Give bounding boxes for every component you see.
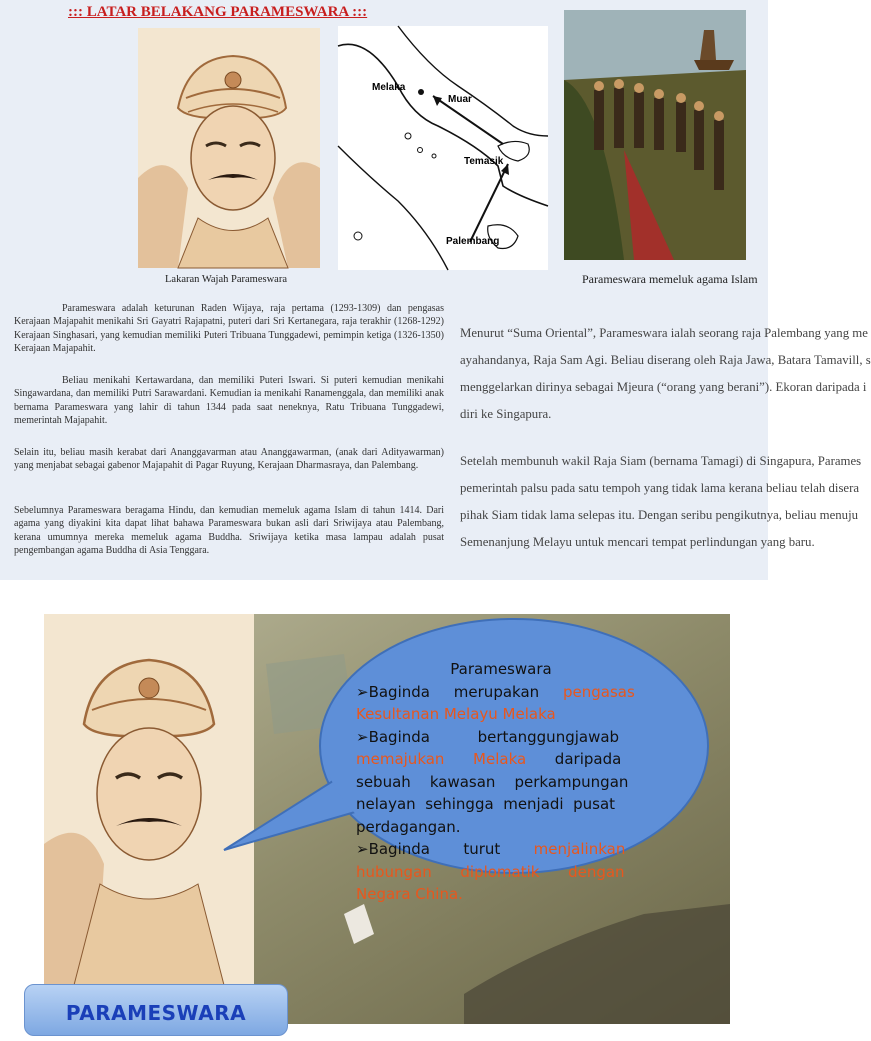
text-line: ayahandanya, Raja Sam Agi. Beliau diserang oleh Raja Jawa, Batara Tamavill, s (460, 353, 871, 367)
text-line: pihak Siam tidak lama selepas itu. Dengan seribu pengikutnya, beliau menuju (460, 508, 859, 522)
bullet-responsible: ➢Baginda bertanggungjawab (356, 727, 620, 746)
suma-oriental-paragraph (460, 320, 871, 428)
page-title: ::: LATAR BELAKANG PARAMESWARA ::: (68, 4, 368, 20)
painting-caption: Parameswara memeluk agama Islam (582, 272, 758, 286)
highlight-text: hubungan diplomatik dengan (356, 862, 625, 881)
section-divider (0, 580, 768, 616)
bullet-founder (356, 681, 646, 704)
text-line: pemerintah palsu pada satu tempoh yang tidak lama kerana beliau telah disera (460, 481, 860, 495)
bullet-text: daripada (526, 750, 622, 768)
highlight-text: menjalinkan (533, 840, 626, 858)
bullet-line: nelayan sehingga menjadi pusat (356, 795, 616, 813)
portrait-sketch-image (138, 28, 320, 268)
bullet-line: perdagangan. (356, 817, 461, 836)
singapura-paragraph (460, 448, 862, 556)
conversion-painting-image (564, 10, 746, 260)
bullet-line: sebuah kawasan perkampungan (356, 772, 629, 791)
paragraph-lineage: Parameswara adalah keturunan Raden Wijaya, raja pertama (1293-1309) dan pengasas Kerajaan Majapahit menikahi Sri Gayatri Rajapatni, puteri dari Sri Kertanegara, raja terakhir (1268-1292) Kerajaan Singhasari, yang kemudian memiliki Puteri Tribuana Tunggadewi, pemimpin ketiga (1326-1350) Kerajaan Majapahit. (14, 303, 444, 355)
map-label-muar: Muar (448, 94, 472, 105)
paragraph-marriage: Beliau menikahi Kertawardana, dan memiliki Puteri Iswari. Si puteri kemudian menikahi Singawardana, dan memiliki Putri Sarawardani. Kemudian ia menikahi Ranamenggala, dan memiliki anak bernama Parameswara yang lahir di tahun 1344 pada saat neneknya, Ratu Tribuana Tunggadewi, memerintah Majapahit. (14, 375, 444, 427)
route-map-image (338, 26, 548, 270)
text-line: Menurut “Suma Oriental”, Parameswara ialah seorang raja Palembang yang me (460, 326, 868, 340)
bubble-title: Parameswara (450, 660, 552, 678)
portrait-caption: Lakaran Wajah Parameswara (165, 274, 287, 285)
bullet-line (356, 748, 646, 771)
highlight-text: Kesultanan Melayu Melaka (356, 705, 556, 723)
map-label-temasik: Temasik (464, 156, 504, 167)
text-line: menggelarkan dirinya sebagai Mjeura (“orang yang berani”). Ekoran daripada i (460, 380, 867, 394)
text-line: Semenanjung Melayu untuk mencari tempat perlindungan yang baru. (460, 535, 815, 549)
parameswara-slide (44, 614, 730, 1024)
speech-bubble-text (356, 658, 646, 906)
text-line: diri ke Singapura. (460, 407, 552, 421)
highlight-text: pengasas (563, 682, 635, 701)
text-line: Setelah membunuh wakil Raja Siam (bernama Tamagi) di Singapura, Parames (460, 454, 862, 468)
highlight-text: Negara China. (356, 885, 463, 903)
paragraph-relatives: Selain itu, beliau masih kerabat dari Ananggavarman atau Ananggawarman, (anak dari Adityawarman) yang menjabat sebagai gabenor Majapahit di Pagar Ruyung, Kerajaan Dharmasraya, dan Palembang. (14, 447, 444, 472)
bullet-text: ➢Baginda turut (356, 840, 534, 858)
paragraph-religion: Sebelumnya Parameswara beragama Hindu, dan kemudian memeluk agama Islam di tahun 1414. Dari agama yang diyakini kita dapat lihat bahawa Parameswara bukan asli dari Sriwijaya atau Palembang, kerana umumnya mereka memeluk agama Buddha. Sriwijaya ketika masa lampau adalah pusat pengembangan agama Buddha di Asia Tenggara. (14, 505, 444, 557)
parameswara-badge: PARAMESWARA (24, 984, 288, 1036)
map-label-palembang: Palembang (446, 236, 500, 247)
bullet-text: ➢Baginda merupakan (356, 682, 563, 701)
map-label-melaka: Melaka (372, 82, 406, 93)
bullet-diplomatic (356, 838, 646, 861)
highlight-text: memajukan Melaka (356, 750, 527, 768)
